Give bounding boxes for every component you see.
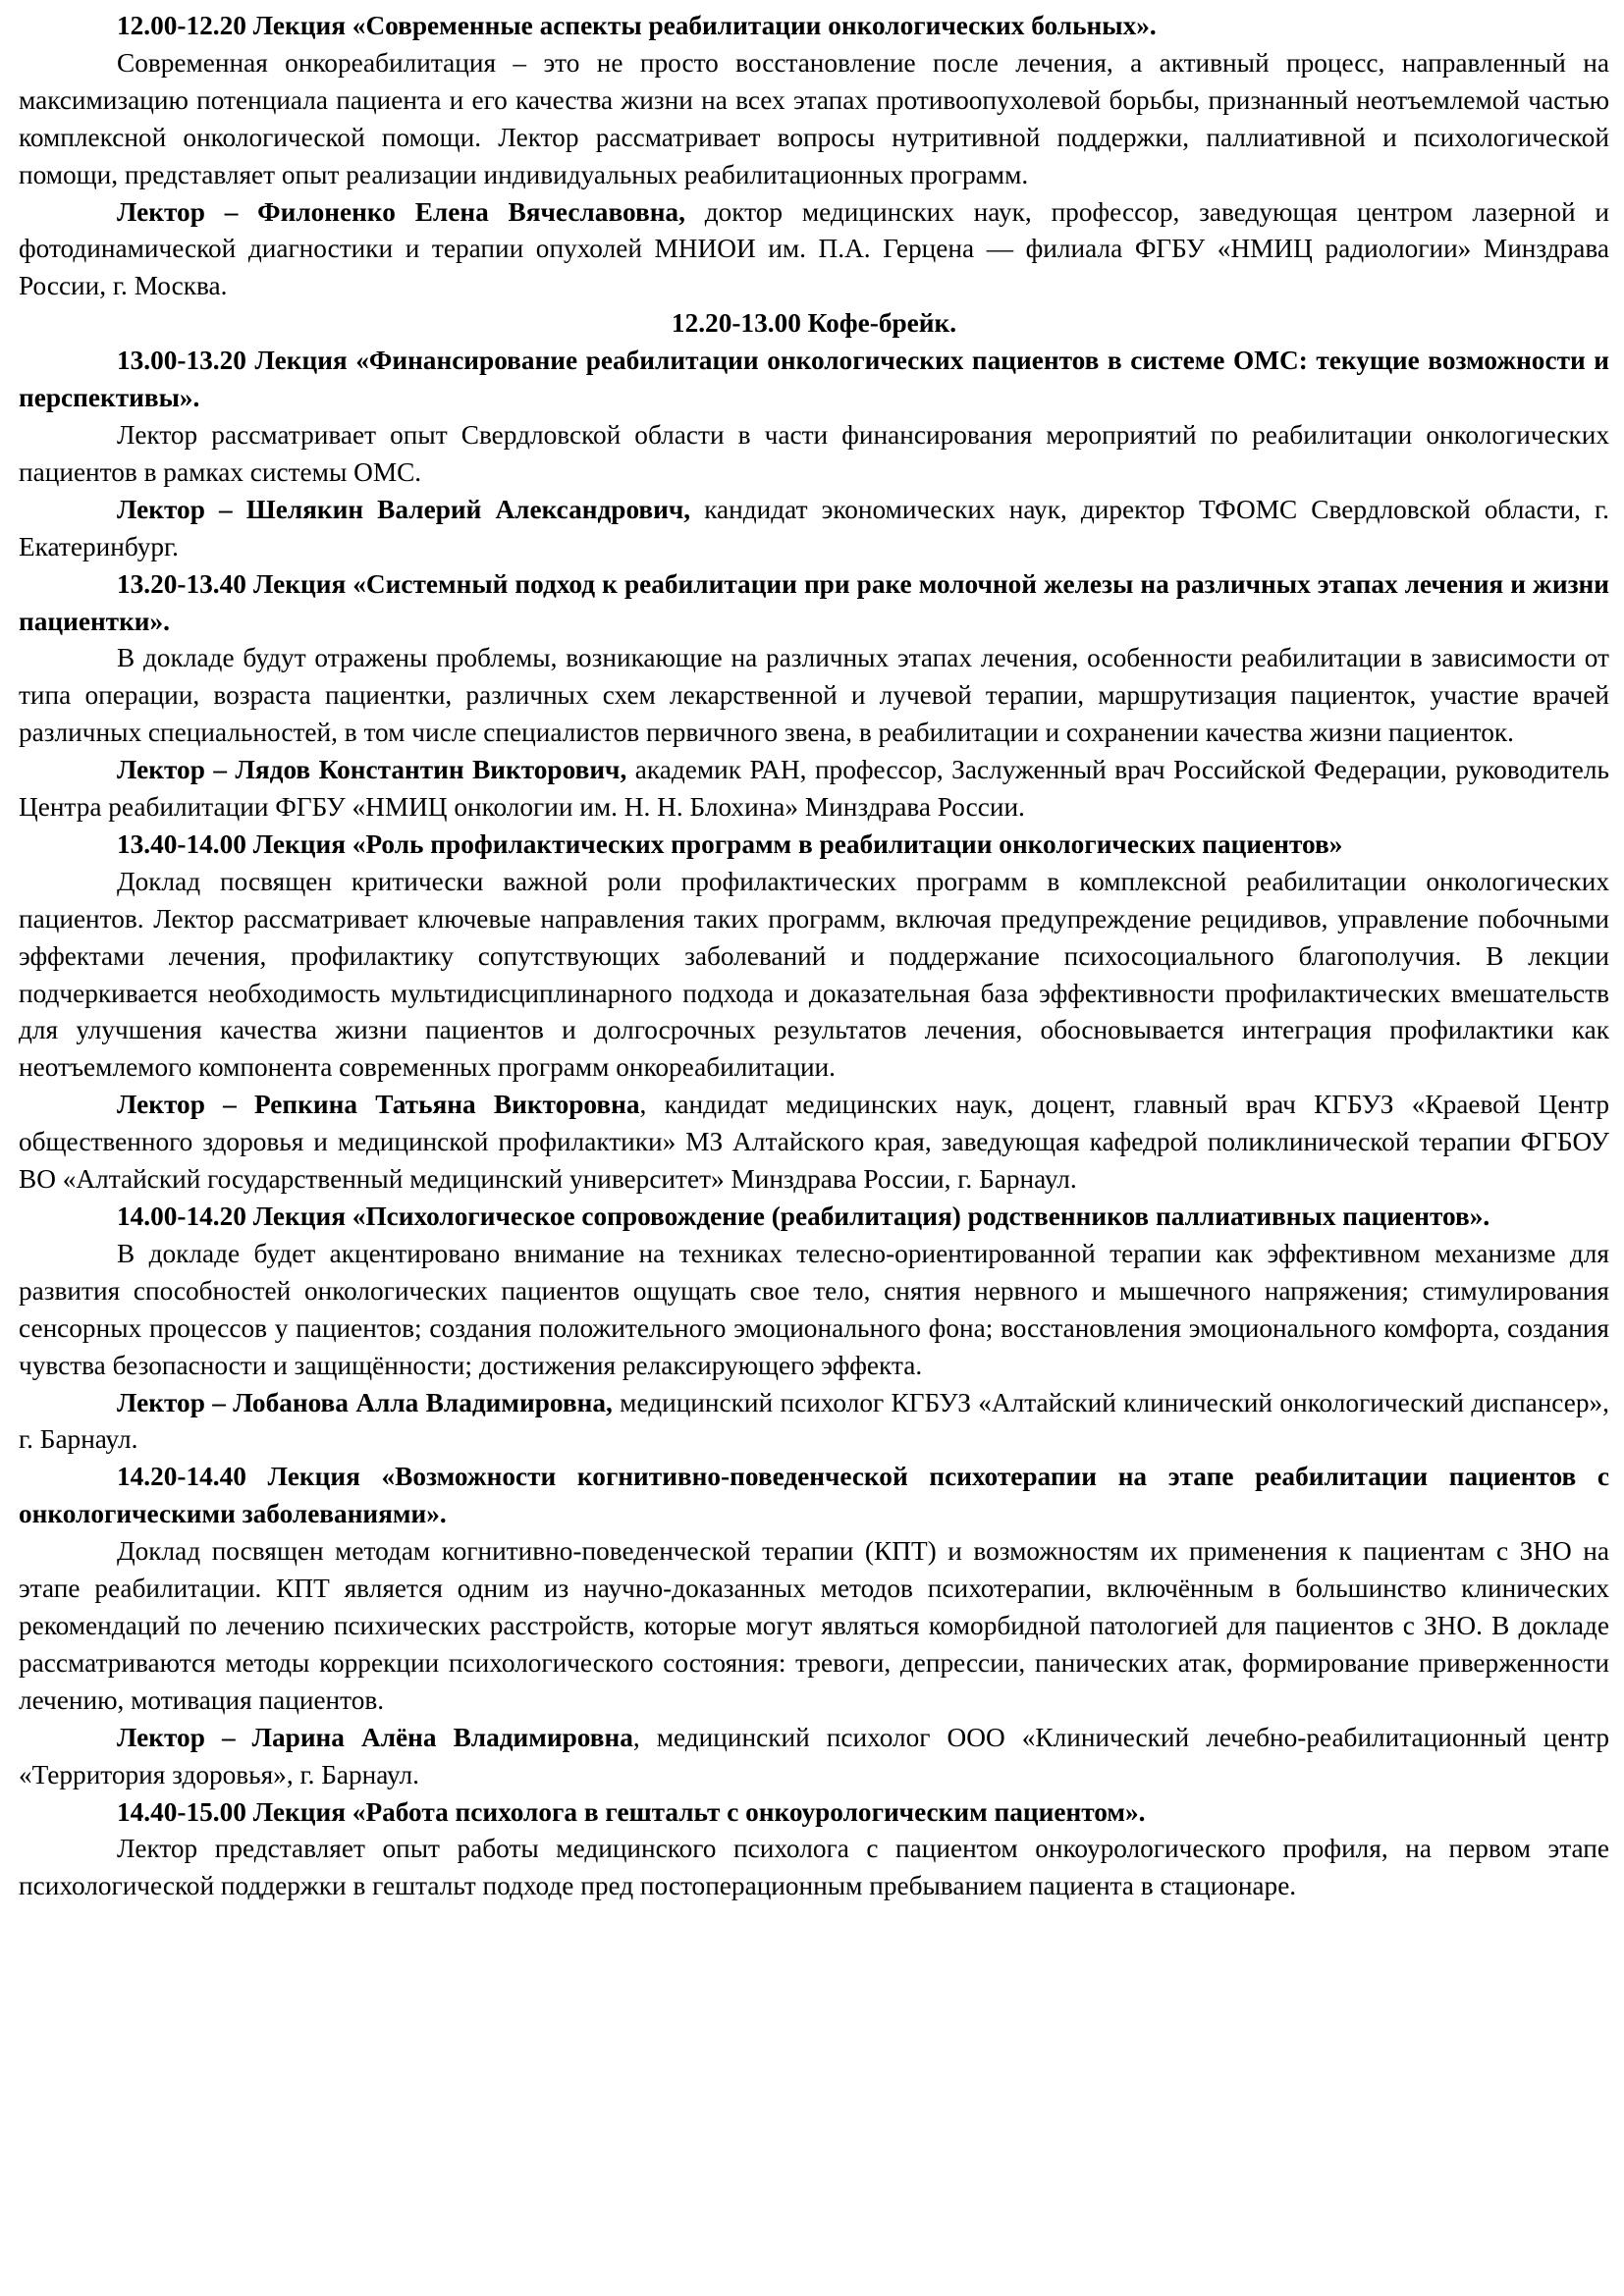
session-description: Современная онкореабилитация – это не просто восстановление после лечения, а активный процесс, направленный на максимизацию потенциала пациента и его качества жизни на всех этапах противоопухолевой борьбы, признанный неотъемлемой частью комплексной онкологической помощи. Лектор рассматривает вопросы нутритивной поддержки, паллиативной и психологической помощи, представляет опыт реализации индивидуальных реабилитационных программ. [19, 47, 1609, 189]
lecturer-paragraph [19, 492, 1609, 566]
lecturer-name: Лектор – Репкина Татьяна Викторовна [117, 1090, 640, 1120]
session-heading: 13.40-14.00 Лекция «Роль профилактических программ в реабилитации онкологических пациентов» [117, 828, 1343, 859]
lecturer-info: доктор медицинских наук, профессор, заведующая центром лазерной и фотодинамической диагностики и терапии опухолей МНИОИ им. П.А. Герцена — филиала ФГБУ «НМИЦ радиологии» Минздрава России, г. Москва. [19, 196, 1610, 301]
lecturer-name: Лектор – Лобанова Алла Владимировна, [117, 1387, 613, 1417]
lecturer-info: академик РАН, профессор, Заслуженный врач Российской Федерации, руководитель Центра реабилитации ФГБУ «НМИЦ онкологии им. Н. Н. Блохина» Минздрава России. [19, 755, 1609, 823]
session-description: Лектор рассматривает опыт Свердловской области в части финансирования мероприятий по реабилитации онкологических пациентов в рамках системы ОМС. [19, 419, 1609, 487]
program-page [19, 8, 1609, 1905]
lecturer-paragraph [19, 1720, 1609, 1794]
lecturer-info: , медицинский психолог ООО «Клинический лечебно-реабилитационный центр «Территория здоровья», г. Барнаул. [19, 1722, 1610, 1789]
session-heading: 13.00-13.20 Лекция «Финансирование реабилитации онкологических пациентов в системе ОМС: текущие возможности и перспективы». [19, 346, 1609, 413]
lecturer-info: , кандидат медицинских наук, доцент, главный врач КГБУЗ «Краевой Центр общественного здоровья и медицинской профилактики» МЗ Алтайского края, заведующая кафедрой поликлинической терапии ФГБОУ ВО «Алтайский государственный медицинский университет» Минздрава России, г. Барнаул. [19, 1090, 1609, 1195]
lecturer-paragraph [19, 1385, 1609, 1460]
session-description: В докладе будут отражены проблемы, возникающие на различных этапах лечения, особенности реабилитации в зависимости от типа операции, возраста пациентки, различных схем лекарственной и лучевой терапии, маршрутизация пациенток, участие врачей различных специальностей, в том числе специалистов первичного звена, в реабилитации и сохранении качества жизни пациенток. [19, 643, 1609, 748]
session-heading: 14.40-15.00 Лекция «Работа психолога в гештальт с онкоурологическим пациентом». [117, 1796, 1146, 1827]
lecturer-name: Лектор – Филоненко Елена Вячеславовна, [117, 196, 685, 227]
session-heading: 14.00-14.20 Лекция «Психологическое сопровождение (реабилитация) родственников паллиативных пациентов». [117, 1201, 1490, 1231]
session-heading: 12.00-12.20 Лекция «Современные аспекты реабилитации онкологических больных». [117, 11, 1157, 40]
lecturer-paragraph [19, 752, 1609, 827]
lecturer-info: кандидат экономических наук, директор ТФОМС Свердловской области, г. Екатеринбург. [19, 494, 1609, 561]
session-description: Доклад посвящен критически важной роли профилактических программ в комплексной реабилитации онкологических пациентов. Лектор рассматривает ключевые направления таких программ, включая предупреждение рецидивов, управление побочными эффектами лечения, профилактику сопутствующих заболеваний и поддержание психосоциального благополучия. В лекции подчеркивается необходимость мультидисциплинарного подхода и доказательная база эффективности профилактических вмешательств для улучшения качества жизни пациентов и долгосрочных результатов лечения, обосновывается интеграция профилактики как неотъемлемого компонента современных программ онкореабилитации. [19, 866, 1609, 1083]
session-description: Доклад посвящен методам когнитивно-поведенческой терапии (КПТ) и возможностям их применения к пациентам с ЗНО на этапе реабилитации. КПТ является одним из научно-доказанных методов психотерапии, включённым в большинство клинических рекомендаций по лечению психических расстройств, которые могут являться коморбидной патологией для пациентов с ЗНО. В докладе рассматриваются методы коррекции психологического состояния: тревоги, депрессии, панических атак, формирование приверженности лечению, мотивация пациентов. [19, 1536, 1609, 1715]
coffee-break: 12.20-13.00 Кофе-брейк. [671, 308, 957, 339]
lecturer-name: Лектор – Ларина Алёна Владимировна [117, 1722, 633, 1752]
lecturer-name: Лектор – Лядов Константин Викторович, [117, 755, 627, 785]
session-description: Лектор представляет опыт работы медицинского психолога с пациентом онкоурологического профиля, на первом этапе психологической поддержки в гештальт подходе пред постоперационным пребыванием пациента в стационаре. [19, 1834, 1609, 1901]
lecturer-info: медицинский психолог КГБУЗ «Алтайский клинический онкологический диспансер», г. Барнаул. [19, 1387, 1609, 1455]
session-description: В докладе будет акцентировано внимание на техниках телесно-ориентированной терапии как эффективном механизме для развития способностей онкологических пациентов ощущать свое тело, снятия нервного и мышечного напряжения; стимулирования сенсорных процессов у пациентов; создания положительного эмоционального фона; восстановления эмоционального комфорта, создания чувства безопасности и защищённости; достижения релаксирующего эффекта. [19, 1238, 1609, 1380]
session-heading: 13.20-13.40 Лекция «Системный подход к реабилитации при раке молочной железы на различных этапах лечения и жизни пациентки». [19, 568, 1609, 636]
lecturer-name: Лектор – Шелякин Валерий Александрович, [117, 494, 691, 524]
lecturer-paragraph [19, 1087, 1609, 1199]
lecturer-paragraph [19, 194, 1609, 306]
session-heading: 14.20-14.40 Лекция «Возможности когнитивно-поведенческой психотерапии на этапе реабилитации пациентов с онкологическими заболеваниями». [19, 1462, 1609, 1529]
